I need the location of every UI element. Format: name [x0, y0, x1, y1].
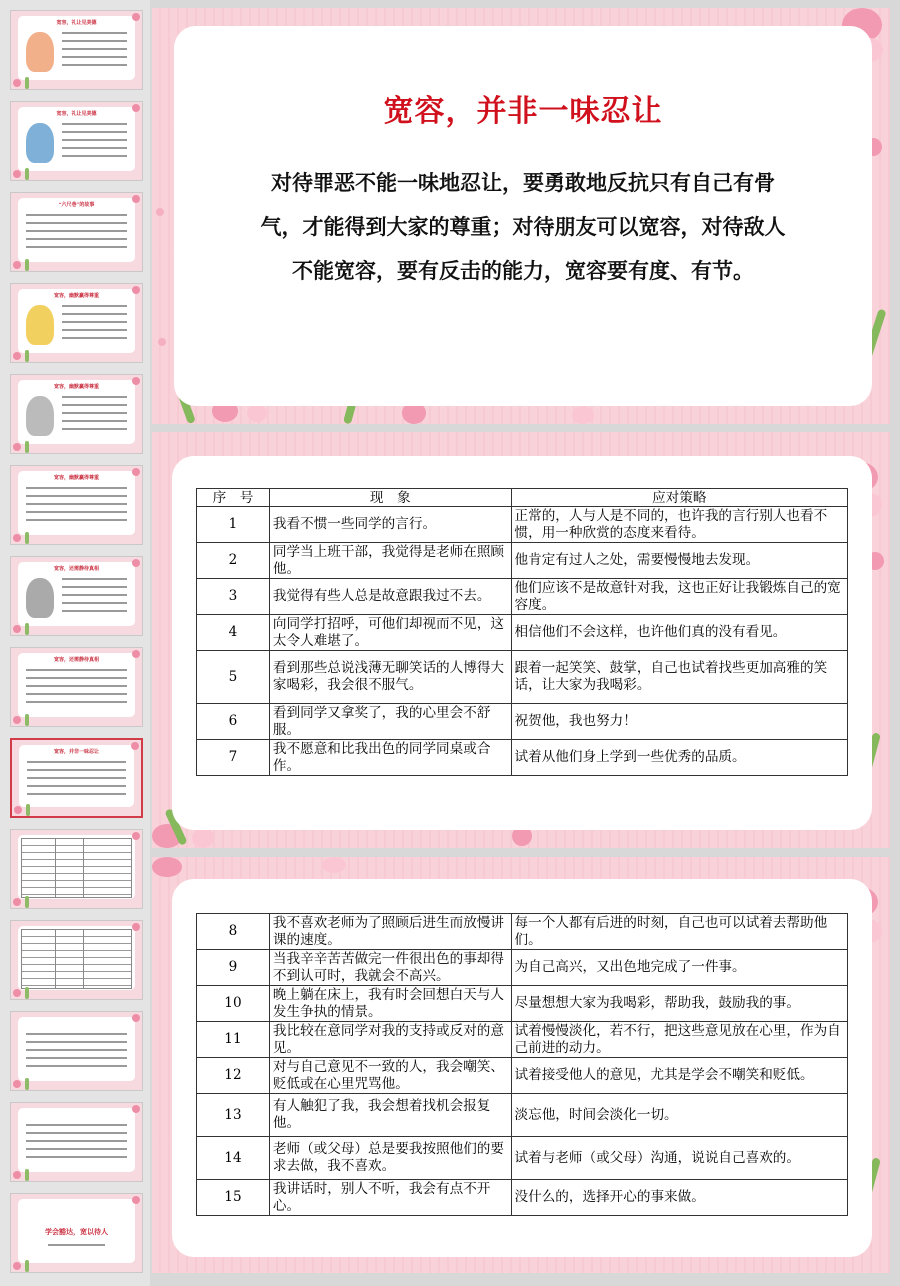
flower-decoration	[132, 650, 140, 658]
strategy-cell[interactable]: 祝贺他，我也努力！	[511, 704, 847, 740]
flower-decoration	[132, 468, 140, 476]
thumbnail-card	[18, 562, 135, 626]
flower-decoration	[152, 857, 182, 877]
flower-decoration	[13, 352, 21, 360]
leaf-decoration	[25, 987, 29, 999]
thumbnail-text-line	[26, 1124, 127, 1126]
thumbnail-text-line	[26, 1156, 127, 1158]
table-row[interactable]	[197, 615, 848, 651]
table-row[interactable]	[197, 914, 848, 950]
phenomenon-cell[interactable]: 看到那些总说浅薄无聊笑话的人博得大家喝彩，我会很不服气。	[269, 651, 511, 704]
thumbnail-text-line	[26, 230, 127, 232]
flower-decoration	[13, 170, 21, 178]
phenomenon-cell[interactable]: 我比较在意同学对我的支持或反对的意见。	[269, 1022, 511, 1058]
slide-thumbnail[interactable]	[10, 1011, 143, 1091]
thumbnail-text-line	[26, 1148, 127, 1150]
slide-canvas-1[interactable]	[152, 8, 890, 424]
phenomenon-cell[interactable]: 看到同学又拿奖了，我的心里会不舒服。	[269, 704, 511, 740]
flower-decoration	[14, 806, 22, 814]
dot-decoration	[158, 338, 166, 346]
phenomenon-cell[interactable]: 晚上躺在床上，我有时会回想白天与人发生争执的情景。	[269, 986, 511, 1022]
thumbnail-text-line	[62, 586, 127, 588]
strategy-cell[interactable]: 他们应该不是故意针对我，这也正好让我锻炼自己的宽容度。	[511, 579, 847, 615]
thumbnail-text-line	[62, 313, 127, 315]
leaf-decoration	[25, 623, 29, 635]
column-header-phenomenon: 现 象	[269, 489, 511, 507]
thumbnail-text-line	[26, 222, 127, 224]
slide-canvas-3[interactable]	[152, 857, 890, 1273]
thumbnail-text-line	[26, 238, 127, 240]
column-header-number: 序 号	[197, 489, 270, 507]
table-row[interactable]	[197, 986, 848, 1022]
slide-thumbnail[interactable]	[10, 556, 143, 636]
thumbnail-card	[18, 289, 135, 353]
table-row[interactable]	[197, 651, 848, 704]
thumbnail-text-line	[62, 155, 127, 157]
flower-decoration	[13, 534, 21, 542]
slide-canvas-2[interactable]	[152, 432, 890, 848]
thumbnail-title: 宽容，还需静待真相	[53, 566, 99, 572]
slide-thumbnail[interactable]	[10, 920, 143, 1000]
flower-decoration	[132, 923, 140, 931]
thumbnail-text-line	[26, 1057, 127, 1059]
phenomenon-cell[interactable]: 我觉得有些人总是故意跟我过不去。	[269, 579, 511, 615]
strategy-cell[interactable]: 没什么的，选择开心的事来做。	[511, 1180, 847, 1216]
slide-thumbnail[interactable]	[10, 738, 143, 818]
phenomenon-cell[interactable]: 有人触犯了我，我会想着找机会报复他。	[269, 1094, 511, 1137]
coping-strategies-table[interactable]	[196, 488, 848, 776]
phenomenon-cell[interactable]: 我讲话时，别人不听，我会有点不开心。	[269, 1180, 511, 1216]
slide-thumbnail[interactable]	[10, 829, 143, 909]
thumbnail-text-line	[26, 1140, 127, 1142]
flower-decoration	[131, 742, 139, 750]
phenomenon-cell[interactable]: 同学当上班干部，我觉得是老师在照顾他。	[269, 543, 511, 579]
flower-decoration	[132, 1105, 140, 1113]
flower-decoration	[132, 286, 140, 294]
slide-thumbnail[interactable]	[10, 647, 143, 727]
thumbnail-title: 学会豁达，宽以待人	[45, 1227, 108, 1236]
slide-title[interactable]: 宽容，并非一味忍让	[383, 94, 663, 129]
table-row[interactable]	[197, 704, 848, 740]
thumbnail-text-line	[27, 761, 126, 763]
thumbnail-text-line	[26, 1033, 127, 1035]
leaf-decoration	[26, 804, 30, 816]
thumbnail-title: 宽容，礼让见美德	[56, 111, 97, 117]
thumbnail-text-line	[62, 40, 127, 42]
thumbnail-title: 宽容，幽默赢得尊重	[53, 384, 99, 390]
row-number-cell[interactable]: 12	[197, 1058, 270, 1094]
thumbnail-card	[18, 198, 135, 262]
thumbnail-card	[18, 1199, 135, 1263]
thumbnail-text-line	[26, 495, 127, 497]
strategy-cell[interactable]: 试着接受他人的意见，尤其是学会不嘲笑和贬低。	[511, 1058, 847, 1094]
thumbnail-text-line	[62, 594, 127, 596]
thumbnail-text-line	[26, 677, 127, 679]
thumbnail-text-line	[48, 1244, 105, 1246]
thumbnail-text-line	[27, 777, 126, 779]
thumbnail-title: 宽容，幽默赢得尊重	[53, 293, 99, 299]
thumbnail-text-line	[62, 321, 127, 323]
thumbnail-text-line	[26, 701, 127, 703]
thumbnail-card	[18, 1017, 135, 1081]
row-number-cell[interactable]: 2	[197, 543, 270, 579]
slide-thumbnail[interactable]	[10, 192, 143, 272]
flower-decoration	[13, 1262, 21, 1270]
leaf-decoration	[25, 168, 29, 180]
thumbnail-text-line	[27, 785, 126, 787]
thumbnail-card	[18, 653, 135, 717]
thumbnail-text-line	[26, 519, 127, 521]
thumbnail-illustration	[26, 123, 54, 163]
thumbnail-card	[18, 380, 135, 444]
row-number-cell[interactable]: 3	[197, 579, 270, 615]
thumbnail-text-line	[26, 503, 127, 505]
row-number-cell[interactable]: 7	[197, 740, 270, 776]
flower-decoration	[132, 1196, 140, 1204]
phenomenon-cell[interactable]: 我不喜欢老师为了照顾后进生而放慢讲课的速度。	[269, 914, 511, 950]
thumbnail-text-line	[62, 404, 127, 406]
flower-decoration	[132, 195, 140, 203]
row-number-cell[interactable]: 1	[197, 507, 270, 543]
flower-decoration	[132, 559, 140, 567]
thumbnail-text-line	[26, 487, 127, 489]
slide-thumbnail-panel	[0, 0, 150, 1286]
strategy-cell[interactable]: 为自己高兴，又出色地完成了一件事。	[511, 950, 847, 986]
thumbnail-text-line	[62, 64, 127, 66]
thumbnail-title: 宽容，还需静待真相	[53, 657, 99, 663]
coping-strategies-table-continued[interactable]	[196, 913, 848, 1216]
thumbnail-text-line	[62, 428, 127, 430]
phenomenon-cell[interactable]: 老师（或父母）总是要我按照他们的要求去做，我不喜欢。	[269, 1137, 511, 1180]
table-row[interactable]	[197, 543, 848, 579]
row-number-cell[interactable]: 10	[197, 986, 270, 1022]
thumbnail-text-line	[26, 1049, 127, 1051]
slide-thumbnail[interactable]	[10, 101, 143, 181]
thumbnail-card	[18, 471, 135, 535]
slide-thumbnail[interactable]	[10, 10, 143, 90]
leaf-decoration	[25, 1260, 29, 1272]
row-number-cell[interactable]: 8	[197, 914, 270, 950]
strategy-cell[interactable]: 淡忘他，时间会淡化一切。	[511, 1094, 847, 1137]
leaf-decoration	[25, 77, 29, 89]
leaf-decoration	[25, 350, 29, 362]
thumbnail-title: 宽容，礼让见美德	[56, 20, 97, 26]
row-number-cell[interactable]: 9	[197, 950, 270, 986]
row-number-cell[interactable]: 6	[197, 704, 270, 740]
thumbnail-text-line	[62, 305, 127, 307]
phenomenon-cell[interactable]: 我看不惯一些同学的言行。	[269, 507, 511, 543]
thumbnail-text-line	[26, 685, 127, 687]
table-row[interactable]	[197, 740, 848, 776]
thumbnail-card	[18, 107, 135, 171]
leaf-decoration	[25, 1169, 29, 1181]
flower-decoration	[247, 404, 267, 422]
thumbnail-title: “六尺巷”的故事	[58, 202, 95, 208]
flower-decoration	[13, 625, 21, 633]
flower-decoration	[13, 989, 21, 997]
thumbnail-text-line	[62, 139, 127, 141]
slide-thumbnail[interactable]	[10, 465, 143, 545]
thumbnail-title: 宽容，幽默赢得尊重	[53, 475, 99, 481]
thumbnail-text-line	[26, 246, 127, 248]
thumbnail-text-line	[62, 131, 127, 133]
strategy-cell[interactable]: 尽量想想大家为我喝彩，帮助我，鼓励我的事。	[511, 986, 847, 1022]
thumbnail-text-line	[27, 793, 126, 795]
slide-thumbnail[interactable]	[10, 1102, 143, 1182]
row-number-cell[interactable]: 15	[197, 1180, 270, 1216]
table-row[interactable]	[197, 1137, 848, 1180]
flower-decoration	[132, 377, 140, 385]
phenomenon-cell[interactable]: 向同学打招呼，可他们却视而不见，这太令人难堪了。	[269, 615, 511, 651]
thumbnail-text-line	[62, 32, 127, 34]
thumbnail-text-line	[62, 48, 127, 50]
thumbnail-text-line	[62, 610, 127, 612]
thumbnail-text-line	[62, 123, 127, 125]
row-number-cell[interactable]: 5	[197, 651, 270, 704]
thumbnail-text-line	[26, 1132, 127, 1134]
leaf-decoration	[25, 259, 29, 271]
thumbnail-text-line	[27, 769, 126, 771]
row-number-cell[interactable]: 14	[197, 1137, 270, 1180]
flower-decoration	[132, 13, 140, 21]
flower-decoration	[13, 261, 21, 269]
phenomenon-cell[interactable]: 我不愿意和比我出色的同学同桌或合作。	[269, 740, 511, 776]
table-row[interactable]	[197, 1058, 848, 1094]
flower-decoration	[322, 857, 346, 873]
table-row[interactable]	[197, 1180, 848, 1216]
table-header-row	[197, 489, 848, 507]
thumbnail-text-line	[62, 337, 127, 339]
flower-decoration	[132, 1014, 140, 1022]
row-number-cell[interactable]: 4	[197, 615, 270, 651]
content-card	[174, 26, 872, 406]
flower-decoration	[13, 716, 21, 724]
table-row[interactable]	[197, 507, 848, 543]
thumbnail-text-line	[62, 329, 127, 331]
flower-decoration	[13, 79, 21, 87]
leaf-decoration	[25, 896, 29, 908]
flower-decoration	[132, 104, 140, 112]
thumbnail-card	[19, 745, 134, 807]
thumbnail-text-line	[62, 147, 127, 149]
thumbnail-illustration	[26, 396, 54, 436]
strategy-cell[interactable]: 试着慢慢淡化，若不行，把这些意见放在心里，作为自己前进的动力。	[511, 1022, 847, 1058]
slide-body-text[interactable]: 对待罪恶不能一味地忍让，要勇敢地反抗只有自己有骨气，才能得到大家的尊重；对待朋友可以宽容，对待敌人不能宽容，要有反击的能力，宽容要有度、有节。	[260, 171, 786, 283]
thumbnail-text-line	[26, 1041, 127, 1043]
table-row[interactable]	[197, 950, 848, 986]
thumbnail-table-preview	[21, 838, 132, 898]
strategy-cell[interactable]: 试着与老师（或父母）沟通，说说自己喜欢的。	[511, 1137, 847, 1180]
flower-decoration	[13, 1171, 21, 1179]
strategy-cell[interactable]: 相信他们不会这样，也许他们真的没有看见。	[511, 615, 847, 651]
thumbnail-text-line	[62, 602, 127, 604]
table-row[interactable]	[197, 579, 848, 615]
thumbnail-text-line	[26, 1065, 127, 1067]
flower-decoration	[192, 828, 214, 848]
dot-decoration	[156, 208, 164, 216]
thumbnail-text-line	[62, 578, 127, 580]
leaf-decoration	[25, 714, 29, 726]
thumbnail-table-preview	[21, 929, 132, 989]
phenomenon-cell[interactable]: 当我辛辛苦苦做完一件很出色的事却得不到认可时，我就会不高兴。	[269, 950, 511, 986]
row-number-cell[interactable]: 13	[197, 1094, 270, 1137]
thumbnail-card	[18, 1108, 135, 1172]
thumbnail-card	[18, 16, 135, 80]
table-row[interactable]	[197, 1022, 848, 1058]
thumbnail-text-line	[62, 420, 127, 422]
flower-decoration	[13, 1080, 21, 1088]
thumbnail-text-line	[26, 669, 127, 671]
flower-decoration	[13, 443, 21, 451]
thumbnail-title: 宽容，并非一味忍让	[53, 749, 99, 755]
strategy-cell[interactable]: 他肯定有过人之处，需要慢慢地去发现。	[511, 543, 847, 579]
strategy-cell[interactable]: 跟着一起笑笑、鼓掌，自己也试着找些更加高雅的笑话，让大家为我喝彩。	[511, 651, 847, 704]
leaf-decoration	[25, 1078, 29, 1090]
flower-decoration	[572, 406, 594, 424]
phenomenon-cell[interactable]: 对与自己意见不一致的人，我会嘲笑、贬低或在心里咒骂他。	[269, 1058, 511, 1094]
row-number-cell[interactable]: 11	[197, 1022, 270, 1058]
thumbnail-text-line	[26, 511, 127, 513]
slide-thumbnail[interactable]	[10, 1193, 143, 1273]
thumbnail-text-line	[26, 693, 127, 695]
thumbnail-illustration	[26, 578, 54, 618]
thumbnail-illustration	[26, 305, 54, 345]
thumbnail-text-line	[26, 214, 127, 216]
table-row[interactable]	[197, 1094, 848, 1137]
flower-decoration	[132, 832, 140, 840]
flower-decoration	[13, 898, 21, 906]
slide-thumbnail[interactable]	[10, 374, 143, 454]
slide-thumbnail[interactable]	[10, 283, 143, 363]
strategy-cell[interactable]: 试着从他们身上学到一些优秀的品质。	[511, 740, 847, 776]
thumbnail-text-line	[62, 412, 127, 414]
thumbnail-illustration	[26, 32, 54, 72]
leaf-decoration	[25, 532, 29, 544]
leaf-decoration	[25, 441, 29, 453]
thumbnail-text-line	[62, 396, 127, 398]
column-header-strategy: 应对策略	[511, 489, 847, 507]
thumbnail-text-line	[62, 56, 127, 58]
strategy-cell[interactable]: 每一个人都有后进的时刻，自己也可以试着去帮助他们。	[511, 914, 847, 950]
strategy-cell[interactable]: 正常的，人与人是不同的，也许我的言行别人也看不惯，用一种欣赏的态度来看待。	[511, 507, 847, 543]
